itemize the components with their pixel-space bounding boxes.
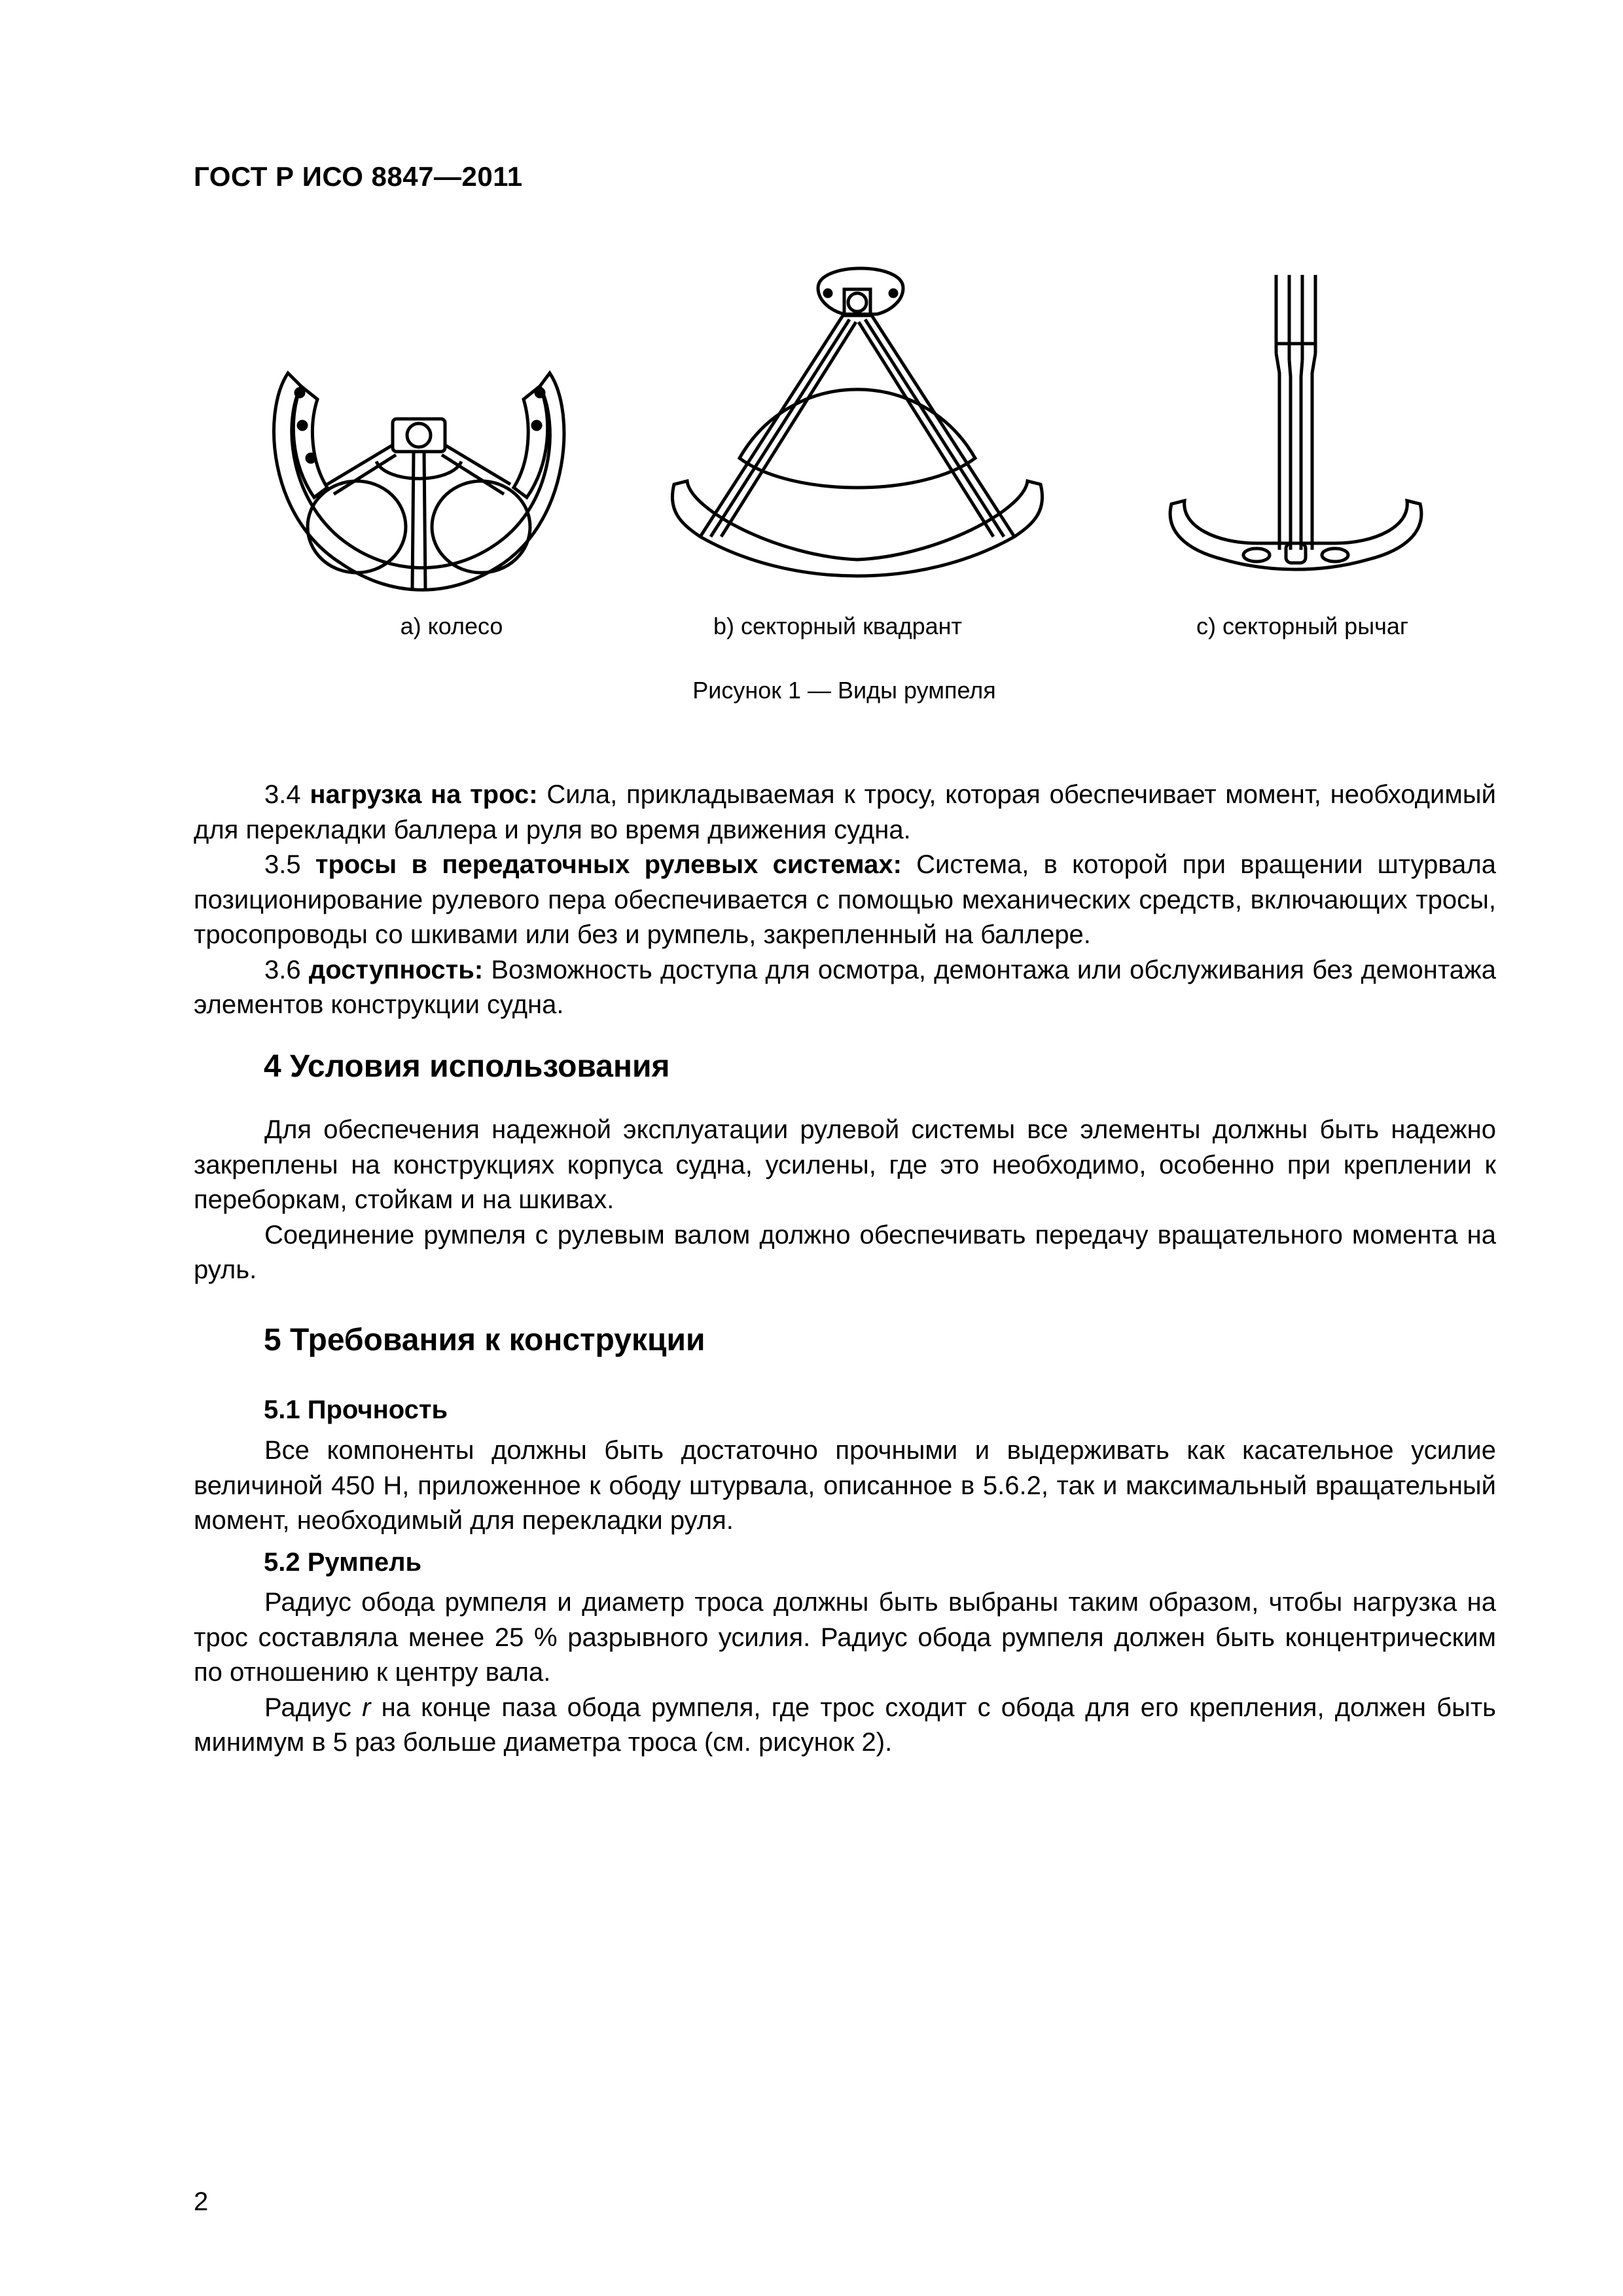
section-5-2-heading: 5.2 Румпель [264, 1548, 422, 1577]
paragraph: Все компоненты должны быть достаточно прочными и выдерживать как касательное усилие величиной 450 Н, приложенное к ободу штурвала, описанное в 5.6.2, так и максимальный вращательный момент, необходимый для перекладки руля. [194, 1436, 1496, 1535]
paragraph: Радиус обода румпеля и диаметр троса должны быть выбраны таким образом, чтобы нагрузка на трос составляла менее 25 % разрывного усилия. Радиус обода румпеля должен быть концентрическим по отношению к центру вала. [194, 1588, 1496, 1687]
figure-caption-a: а) колесо [400, 613, 503, 639]
wheel-tiller-drawing [262, 347, 576, 609]
section-4-body [194, 1113, 1496, 1288]
sector-quadrant-drawing [661, 262, 1054, 602]
section-5-heading: 5 Требования к конструкции [264, 1323, 705, 1357]
definition-3-4: 3.4 нагрузка на трос: Сила, прикладываемая к тросу, которая обеспечивает момент, необходимый для перекладки баллера и руля во время движения судна. [194, 780, 1496, 844]
sector-lever-drawing [1152, 268, 1440, 589]
paragraph: Для обеспечения надежной эксплуатации рулевой системы все элементы должны быть надежно закреплены на конструкциях корпуса судна, усилены, где это необходимо, особенно при креплении к переборкам, стойкам и на шкивах. [194, 1115, 1496, 1214]
definition-3-5: 3.5 тросы в передаточных рулевых системах: Система, в которой при вращении штурвала позиционирование рулевого пера обеспечивается с помощью механических средств, включающих тросы, тросопроводы со шкивами или без и румпель, закрепленный на баллере. [194, 850, 1496, 949]
section-4-heading: 4 Условия использования [264, 1049, 670, 1084]
figure-caption-b: b) секторный квадрант [713, 613, 963, 639]
document-header: ГОСТ Р ИСО 8847—2011 [194, 161, 523, 192]
page-number: 2 [194, 2187, 209, 2216]
paragraph: Соединение румпеля с рулевым валом должно обеспечивать передачу вращательного момента на руль. [194, 1220, 1496, 1284]
section-5-2-body [194, 1585, 1496, 1761]
figure-title: Рисунок 1 — Виды румпеля [692, 677, 996, 704]
definition-3-6: 3.6 доступность: Возможность доступа для осмотра, демонтажа или обслуживания без демонтажа элементов конструкции судна. [194, 955, 1496, 1019]
figure-caption-c: с) секторный рычаг [1196, 613, 1408, 639]
definitions-block [194, 778, 1496, 1023]
section-5-1-heading: 5.1 Прочность [264, 1395, 448, 1424]
paragraph: Радиус r на конце паза обода румпеля, где трос сходит с обода для его крепления, должен быть минимум в 5 раз больше диаметра троса (см. рисунок 2). [194, 1693, 1496, 1757]
section-5-1-body [194, 1433, 1496, 1539]
